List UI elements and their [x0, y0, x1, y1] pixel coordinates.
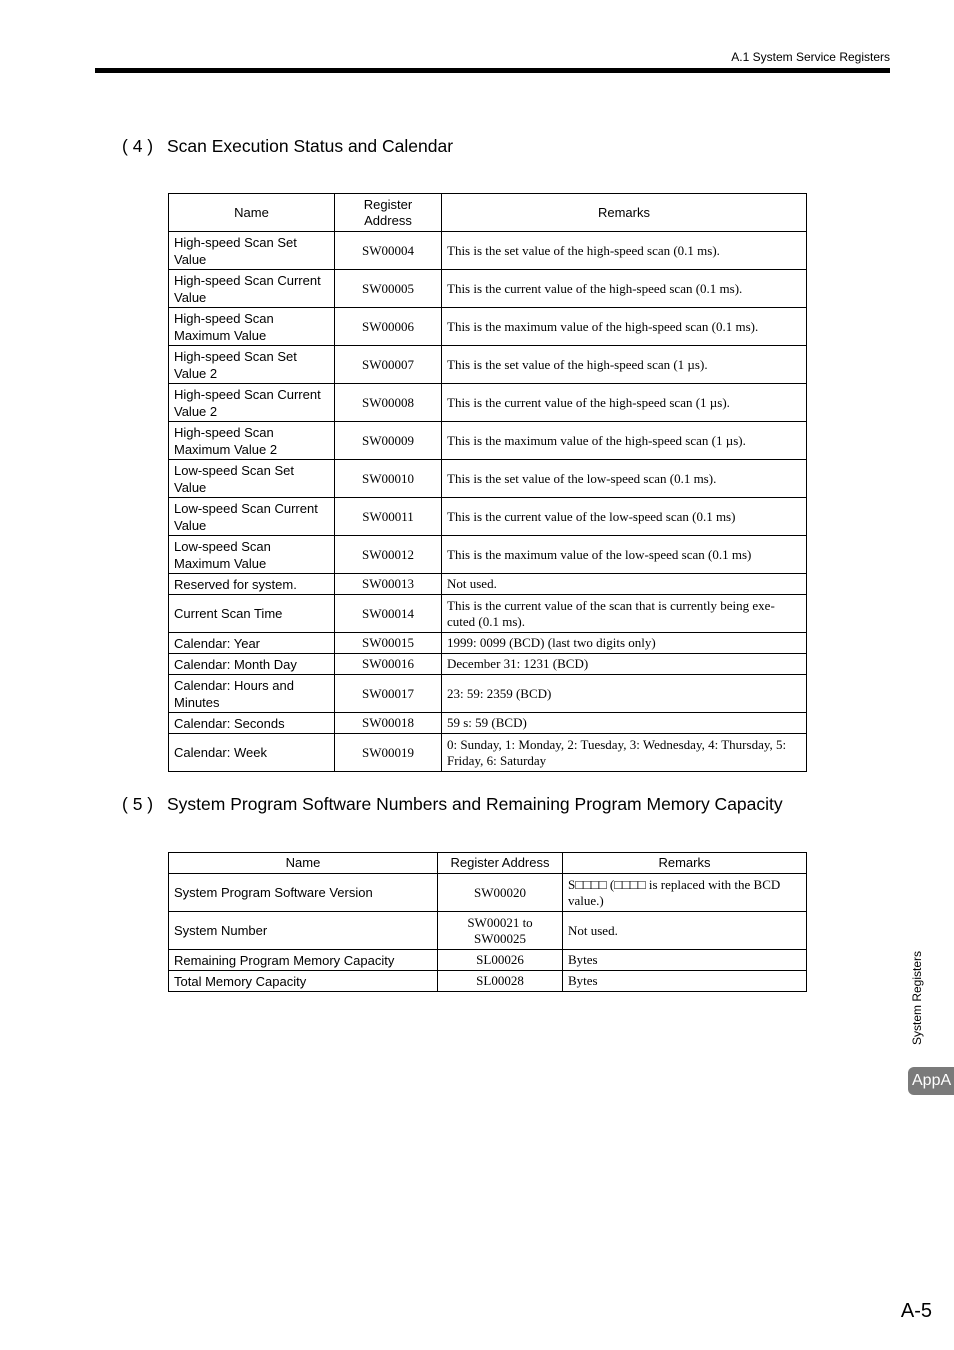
row-name: High-speed Scan Maximum Value [169, 308, 335, 346]
page-number: A-5 [900, 1300, 932, 1322]
table-row [169, 232, 807, 270]
row-address: SW00012 [335, 536, 442, 574]
section-title: System Program Software Numbers and Remaining Program Memory Capacity [167, 794, 783, 814]
table-row [169, 713, 807, 734]
table-row [169, 384, 807, 422]
row-remarks: S□□□□ (□□□□ is replaced with the BCD value.) [563, 874, 807, 912]
row-address: SW00014 [335, 595, 442, 633]
table-row [169, 874, 807, 912]
section-heading-5 [122, 794, 783, 815]
row-remarks: December 31: 1231 (BCD) [442, 654, 807, 675]
row-address: SW00011 [335, 498, 442, 536]
column-header-register-address: Register Address [335, 194, 442, 232]
section-number: ( 4 ) [122, 136, 154, 156]
section-heading-4 [122, 136, 453, 157]
table-row [169, 460, 807, 498]
row-name: High-speed Scan Set Value [169, 232, 335, 270]
row-remarks: This is the set value of the high-speed scan (1 µs). [442, 346, 807, 384]
row-name: High-speed Scan Set Value 2 [169, 346, 335, 384]
row-name: Total Memory Capacity [169, 971, 438, 992]
scan-status-table [168, 193, 807, 772]
software-memory-table [168, 852, 807, 992]
table-row [169, 950, 807, 971]
row-remarks: 0: Sunday, 1: Monday, 2: Tuesday, 3: Wednesday, 4: Thursday, 5: Friday, 6: Saturday [442, 734, 807, 772]
table-row [169, 633, 807, 654]
row-address: SW00006 [335, 308, 442, 346]
row-address: SW00009 [335, 422, 442, 460]
table-row [169, 536, 807, 574]
row-address: SW00017 [335, 675, 442, 713]
row-name: Low-speed Scan Current Value [169, 498, 335, 536]
row-remarks: 23: 59: 2359 (BCD) [442, 675, 807, 713]
table-row [169, 675, 807, 713]
table-row [169, 595, 807, 633]
running-header: A.1 System Service Registers [731, 50, 890, 64]
row-remarks: 1999: 0099 (BCD) (last two digits only) [442, 633, 807, 654]
row-remarks: This is the current value of the high-speed scan (1 µs). [442, 384, 807, 422]
header-rule [95, 68, 890, 73]
table-row [169, 270, 807, 308]
column-header-name: Name [169, 194, 335, 232]
column-header-remarks: Remarks [442, 194, 807, 232]
row-remarks: 59 s: 59 (BCD) [442, 713, 807, 734]
row-name: Calendar: Hours and Minutes [169, 675, 335, 713]
row-name: Calendar: Year [169, 633, 335, 654]
row-address: SW00010 [335, 460, 442, 498]
section-number: ( 5 ) [122, 794, 154, 814]
table-row [169, 422, 807, 460]
row-name: Low-speed Scan Maximum Value [169, 536, 335, 574]
row-remarks: Bytes [563, 950, 807, 971]
table-row [169, 574, 807, 595]
row-address: SW00008 [335, 384, 442, 422]
row-remarks: Bytes [563, 971, 807, 992]
row-name: System Number [169, 912, 438, 950]
row-address: SW00013 [335, 574, 442, 595]
row-name: Calendar: Week [169, 734, 335, 772]
row-address: SW00019 [335, 734, 442, 772]
row-remarks: This is the set value of the low-speed scan (0.1 ms). [442, 460, 807, 498]
row-address: SW00005 [335, 270, 442, 308]
row-name: Calendar: Month Day [169, 654, 335, 675]
row-name: High-speed Scan Current Value [169, 270, 335, 308]
table-row [169, 654, 807, 675]
row-remarks: Not used. [563, 912, 807, 950]
column-header-name: Name [169, 853, 438, 874]
row-name: Remaining Program Memory Capacity [169, 950, 438, 971]
side-tab-label: System Registers [910, 950, 924, 1045]
row-remarks: This is the maximum value of the high-speed scan (0.1 ms). [442, 308, 807, 346]
table-row [169, 734, 807, 772]
section-title: Scan Execution Status and Calendar [167, 136, 454, 156]
row-name: High-speed Scan Maximum Value 2 [169, 422, 335, 460]
table-header-row [169, 853, 807, 874]
row-address: SW00015 [335, 633, 442, 654]
column-header-remarks: Remarks [563, 853, 807, 874]
column-header-register-address: Register Address [438, 853, 563, 874]
row-address: SL00026 [438, 950, 563, 971]
row-address: SW00004 [335, 232, 442, 270]
table-row [169, 498, 807, 536]
row-address: SW00020 [438, 874, 563, 912]
row-address: SL00028 [438, 971, 563, 992]
row-name: Current Scan Time [169, 595, 335, 633]
appendix-badge: AppA [908, 1067, 954, 1095]
row-name: System Program Software Version [169, 874, 438, 912]
row-address: SW00007 [335, 346, 442, 384]
row-address: SW00021 to SW00025 [438, 912, 563, 950]
row-name: Reserved for system. [169, 574, 335, 595]
table-row [169, 971, 807, 992]
row-remarks: Not used. [442, 574, 807, 595]
row-remarks: This is the current value of the low-speed scan (0.1 ms) [442, 498, 807, 536]
row-address: SW00018 [335, 713, 442, 734]
table-row [169, 346, 807, 384]
row-remarks: This is the maximum value of the low-speed scan (0.1 ms) [442, 536, 807, 574]
row-remarks: This is the maximum value of the high-speed scan (1 µs). [442, 422, 807, 460]
table-header-row [169, 194, 807, 232]
row-address: SW00016 [335, 654, 442, 675]
table-row [169, 912, 807, 950]
table-row [169, 308, 807, 346]
row-name: Calendar: Seconds [169, 713, 335, 734]
row-remarks: This is the current value of the scan that is currently being exe-cuted (0.1 ms). [442, 595, 807, 633]
row-remarks: This is the set value of the high-speed scan (0.1 ms). [442, 232, 807, 270]
row-name: High-speed Scan Current Value 2 [169, 384, 335, 422]
row-name: Low-speed Scan Set Value [169, 460, 335, 498]
row-remarks: This is the current value of the high-speed scan (0.1 ms). [442, 270, 807, 308]
